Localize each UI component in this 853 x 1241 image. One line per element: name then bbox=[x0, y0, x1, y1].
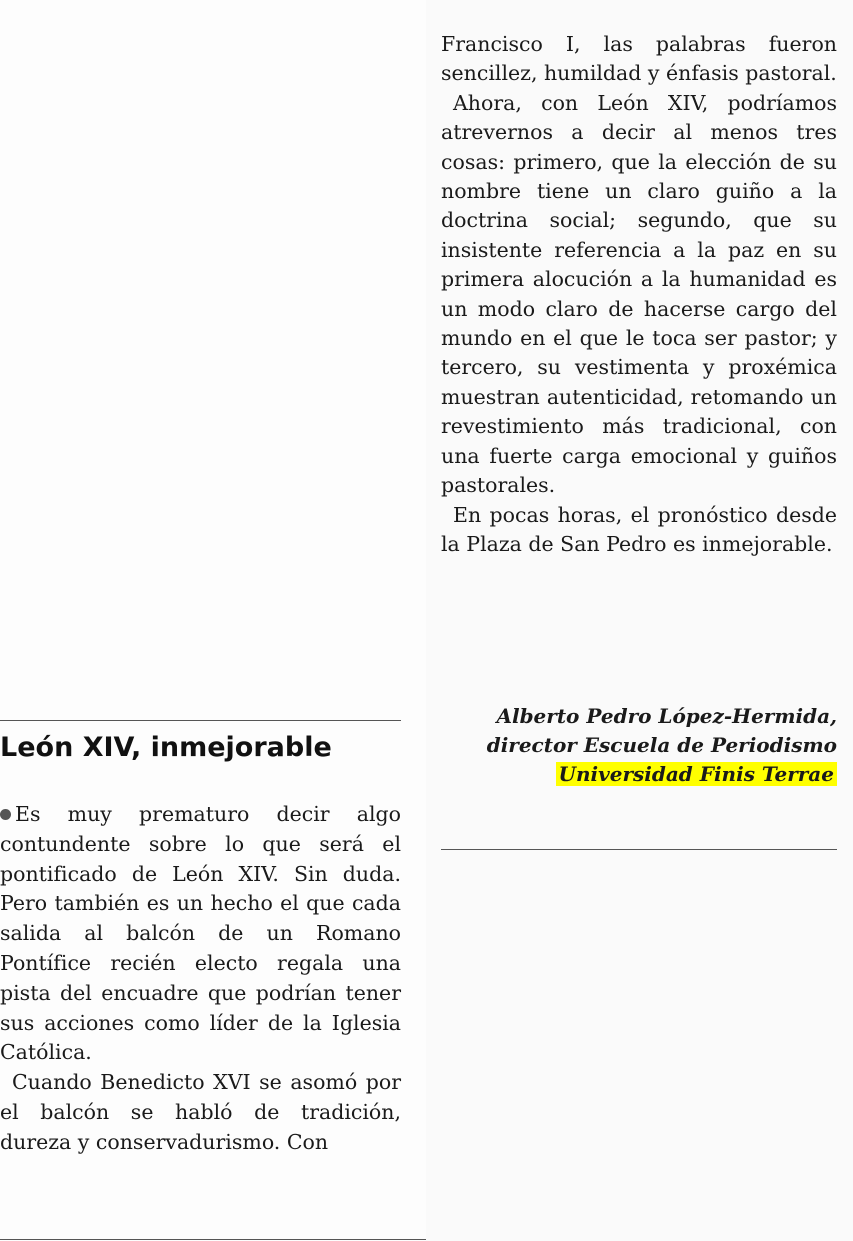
author-institution-highlighted: Universidad Finis Terrae bbox=[556, 762, 837, 786]
author-role: director Escuela de Periodismo bbox=[486, 733, 837, 757]
paragraph-forecast: En pocas horas, el pronóstico desde la Plaza de San Pedro es inmejorable. bbox=[441, 502, 837, 556]
right-bottom-divider bbox=[441, 849, 837, 850]
left-column-text bbox=[0, 800, 401, 1158]
left-bottom-divider bbox=[0, 1239, 426, 1240]
headline-top-divider bbox=[0, 720, 401, 721]
paragraph-leon-three-things: Ahora, con León XIV, podríamos atrevernos a decir al menos tres cosas: primero, que la elección de su nombre tiene un claro guiño a la doctrina social; segundo, que su insistente referencia a la paz en su primera alocución a la humanidad es un modo claro de hacerse cargo del mundo en el que le toca ser pastor; y tercero, su vestimenta y proxémica muestran autenticidad, retomando un revestimiento más tradicional, con una fuerte carga emocional y guiños pastorales. bbox=[441, 90, 837, 498]
bullet-icon bbox=[0, 809, 11, 820]
paragraph-intro bbox=[0, 800, 401, 1068]
paragraph-benedicto: Cuando Benedicto XVI se asomó por el balcón se habló de tradición, dureza y conservadurismo. Con bbox=[0, 1070, 401, 1154]
author-name: Alberto Pedro López-Hermida, bbox=[496, 704, 837, 728]
author-signature bbox=[487, 702, 837, 789]
right-column-text bbox=[441, 30, 837, 559]
paragraph-intro-text: Es muy prematuro decir algo contundente sobre lo que será el pontificado de León XIV. Sin duda. Pero también es un hecho el que cada salida al balcón de un Romano Pontífice recién electo regala una pista del encuadre que podrían tener sus acciones como líder de la Iglesia Católica. bbox=[0, 802, 401, 1065]
article-headline: León XIV, inmejorable bbox=[0, 732, 332, 763]
paragraph-francisco: Francisco I, las palabras fueron sencillez, humildad y énfasis pastoral. bbox=[441, 32, 837, 86]
